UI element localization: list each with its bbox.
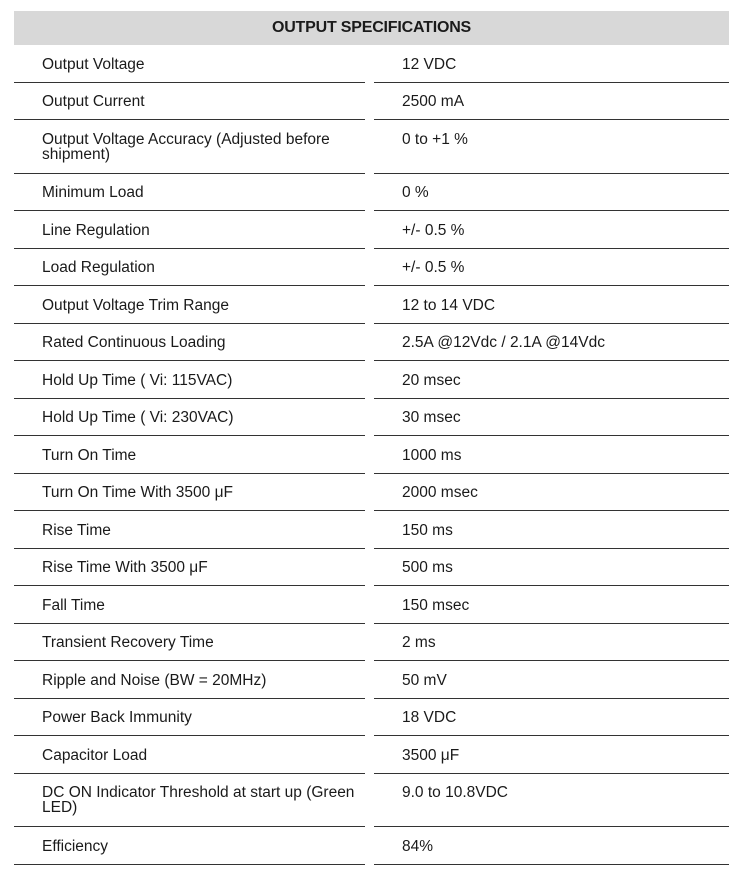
spec-value: 18 VDC: [374, 700, 729, 736]
spec-value: +/- 0.5 %: [374, 213, 729, 249]
spec-label: Efficiency: [14, 829, 365, 865]
table-row: [14, 213, 729, 249]
spec-value: 2.5A @12Vdc / 2.1A @14Vdc: [374, 325, 729, 361]
table-row: [14, 325, 729, 361]
spec-value: 2000 msec: [374, 475, 729, 511]
table-header: OUTPUT SPECIFICATIONS: [14, 11, 729, 45]
table-row: [14, 363, 729, 399]
table-row: [14, 84, 729, 120]
spec-value: 500 ms: [374, 550, 729, 586]
table-row: [14, 475, 729, 511]
spec-label: Rise Time With 3500 μF: [14, 550, 365, 586]
spec-label: Capacitor Load: [14, 738, 365, 774]
spec-value: 50 mV: [374, 663, 729, 699]
spec-value: 2500 mA: [374, 84, 729, 120]
output-specifications-table: [14, 11, 729, 865]
spec-value: 12 to 14 VDC: [374, 288, 729, 324]
spec-value: 1000 ms: [374, 438, 729, 474]
table-row: [14, 588, 729, 624]
spec-value: 150 ms: [374, 513, 729, 549]
spec-value: 9.0 to 10.8VDC: [374, 775, 729, 827]
spec-value: 84%: [374, 829, 729, 865]
table-row: [14, 625, 729, 661]
table-row: [14, 175, 729, 211]
spec-value: 30 msec: [374, 400, 729, 436]
spec-label: Turn On Time: [14, 438, 365, 474]
spec-value: 150 msec: [374, 588, 729, 624]
table-row: [14, 250, 729, 286]
table-row: [14, 829, 729, 865]
table-row: [14, 775, 729, 827]
table-row: [14, 738, 729, 774]
spec-label: Hold Up Time ( Vi: 230VAC): [14, 400, 365, 436]
spec-value: 2 ms: [374, 625, 729, 661]
spec-label: Hold Up Time ( Vi: 115VAC): [14, 363, 365, 399]
table-row: [14, 513, 729, 549]
spec-label: Output Voltage Accuracy (Adjusted before shipment): [14, 122, 365, 174]
spec-label: Rise Time: [14, 513, 365, 549]
table-row: [14, 400, 729, 436]
spec-label: Power Back Immunity: [14, 700, 365, 736]
spec-label: DC ON Indicator Threshold at start up (Green LED): [14, 775, 365, 827]
spec-label: Minimum Load: [14, 175, 365, 211]
spec-value: 0 %: [374, 175, 729, 211]
spec-value: 12 VDC: [374, 47, 729, 83]
table-row: [14, 438, 729, 474]
table-row: [14, 663, 729, 699]
spec-label: Turn On Time With 3500 μF: [14, 475, 365, 511]
spec-label: Ripple and Noise (BW = 20MHz): [14, 663, 365, 699]
spec-label: Load Regulation: [14, 250, 365, 286]
spec-label: Fall Time: [14, 588, 365, 624]
spec-value: 0 to +1 %: [374, 122, 729, 174]
spec-value: +/- 0.5 %: [374, 250, 729, 286]
table-row: [14, 700, 729, 736]
spec-label: Rated Continuous Loading: [14, 325, 365, 361]
spec-label: Output Voltage Trim Range: [14, 288, 365, 324]
table-row: [14, 47, 729, 83]
spec-label: Line Regulation: [14, 213, 365, 249]
spec-label: Transient Recovery Time: [14, 625, 365, 661]
spec-label: Output Current: [14, 84, 365, 120]
table-row: [14, 122, 729, 174]
spec-value: 3500 μF: [374, 738, 729, 774]
table-row: [14, 288, 729, 324]
table-row: [14, 550, 729, 586]
spec-label: Output Voltage: [14, 47, 365, 83]
spec-value: 20 msec: [374, 363, 729, 399]
